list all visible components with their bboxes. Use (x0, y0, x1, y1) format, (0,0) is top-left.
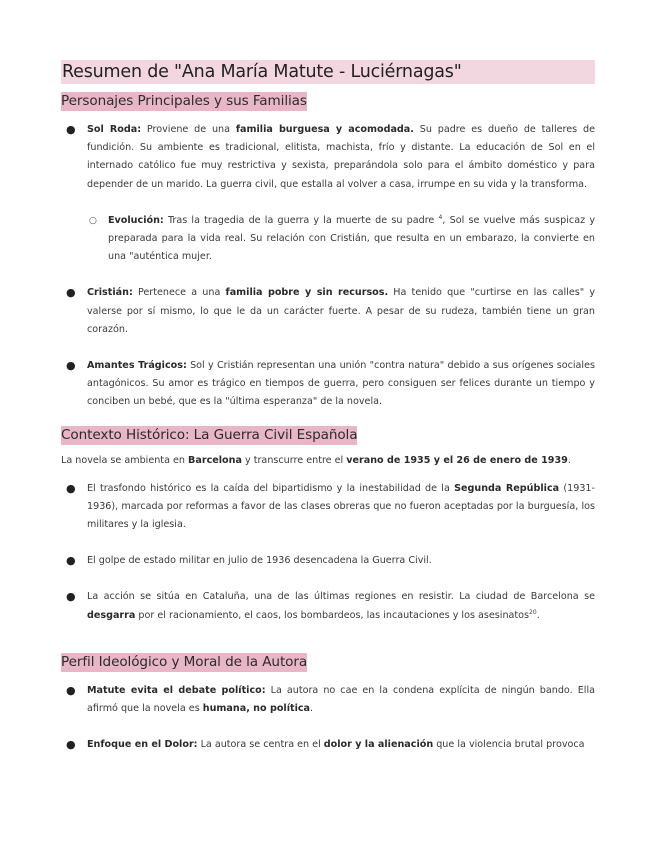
list-item (61, 480, 595, 535)
item-text: Su padre es dueño de talleres de fundición. Su ambiente es tradicional, elitista, machista, frío y distante. La educación de Sol en el internado católico fue muy restrictiva y sexista, preparándola solo para el ámbito doméstico y para depender de un marido. La guerra civil, que estalla al volver a casa, irrumpe en su vida y la transforma. (87, 124, 595, 190)
item-bold: dolor y la alienación (323, 739, 434, 751)
list-perfil (61, 682, 595, 755)
bullet-icon: ● (66, 481, 76, 495)
section-contexto (61, 424, 595, 445)
item-bold: desgarra (87, 609, 136, 621)
intro-bold: verano de 1935 y el 26 de enero de 1939 (346, 454, 568, 466)
item-term: Evolución: (108, 214, 164, 226)
footnote-ref: 4 (438, 213, 443, 221)
section-personajes (61, 90, 595, 111)
list-item (61, 121, 595, 194)
section-perfil (61, 651, 595, 672)
item-text: Ha tenido que "curtirse en las calles" y valerse por sí mismo, lo que le da un carácter fuerte. A pesar de su rudeza, también tiene un gran corazón. (87, 287, 595, 335)
item-text: Tras la tragedia de la guerra y la muerte de su padre (163, 214, 439, 226)
item-term: Matute evita el debate político: (87, 684, 266, 696)
item-text: El trasfondo histórico es la caída del bipartidismo y la inestabilidad de la (87, 482, 455, 494)
section-intro (61, 452, 595, 470)
item-text: por el racionamiento, el caos, los bombardeos, las incautaciones y los asesinatos (135, 609, 530, 621)
item-text: Pertenece a una (132, 287, 226, 299)
item-text: La autora no cae en la condena explícita de ningún bando. Ella afirmó que la novela es (87, 684, 595, 715)
item-text: El golpe de estado militar en julio de 1936 desencadena la Guerra Civil. (87, 555, 432, 567)
item-bold: humana, no política (202, 703, 311, 715)
bullet-icon: ● (66, 286, 76, 300)
item-bold: familia pobre y sin recursos. (225, 287, 389, 299)
item-text: La autora se centra en el (197, 739, 324, 751)
list-item-nested (61, 212, 595, 267)
list-item (61, 682, 595, 718)
item-text: . (310, 703, 314, 715)
footnote-ref: 20 (529, 608, 537, 616)
list-item (61, 357, 595, 412)
list-item (61, 736, 595, 754)
bullet-icon: ● (66, 590, 76, 604)
item-term: Sol Roda: (87, 124, 142, 135)
hollow-bullet-icon: ○ (89, 215, 97, 226)
list-item (61, 284, 595, 339)
list-contexto (61, 480, 595, 625)
document-title: Resumen de "Ana María Matute - Luciérnagas" (61, 60, 595, 84)
item-text: , Sol se vuelve más suspicaz y preparada para la vida real. Su relación con Cristián, que resulta en un embarazo, la convierte en una "auténtica mujer. (108, 214, 595, 263)
bullet-icon: ● (66, 554, 76, 568)
item-text: que la violencia brutal provoca (433, 739, 585, 751)
document-page (61, 60, 595, 754)
item-text: La acción se sitúa en Cataluña, una de las últimas regiones en resistir. La ciudad de Barcelona se (87, 591, 595, 603)
intro-text: La novela se ambienta en (61, 454, 189, 466)
bullet-icon: ● (66, 359, 76, 373)
intro-text: . (567, 454, 571, 466)
section-heading: Perfil Ideológico y Moral de la Autora (61, 653, 308, 670)
list-personajes (61, 121, 595, 412)
bullet-icon: ● (66, 738, 76, 752)
item-text: . (536, 609, 540, 621)
item-term: Enfoque en el Dolor: (87, 739, 198, 751)
intro-text: y transcurre entre el (241, 454, 347, 466)
list-item (61, 552, 595, 570)
intro-bold: Barcelona (188, 454, 242, 466)
bullet-icon: ● (66, 123, 76, 136)
item-bold: familia burguesa y acomodada. (235, 124, 414, 135)
item-text: (1931-1936), marcada por reformas a favor de las clases obreras que no fueron aceptadas por la burguesía, los militares y la iglesia. (87, 482, 595, 531)
section-heading: Contexto Histórico: La Guerra Civil Española (61, 426, 358, 443)
item-text: Sol y Cristián representan una unión "contra natura" debido a sus orígenes sociales antagónicos. Su amor es trágico en tiempos de guerra, pero consiguen ser felices durante un tiempo y conciben un bebé, que es la "última esperanza" de la novela. (87, 360, 595, 408)
list-item (61, 588, 595, 624)
item-bold: Segunda República (454, 482, 560, 494)
item-text: Proviene de una (141, 124, 236, 135)
section-heading: Personajes Principales y sus Familias (61, 93, 307, 109)
bullet-icon: ● (66, 683, 76, 697)
item-term: Amantes Trágicos: (87, 360, 187, 372)
item-term: Cristián: (87, 287, 133, 299)
